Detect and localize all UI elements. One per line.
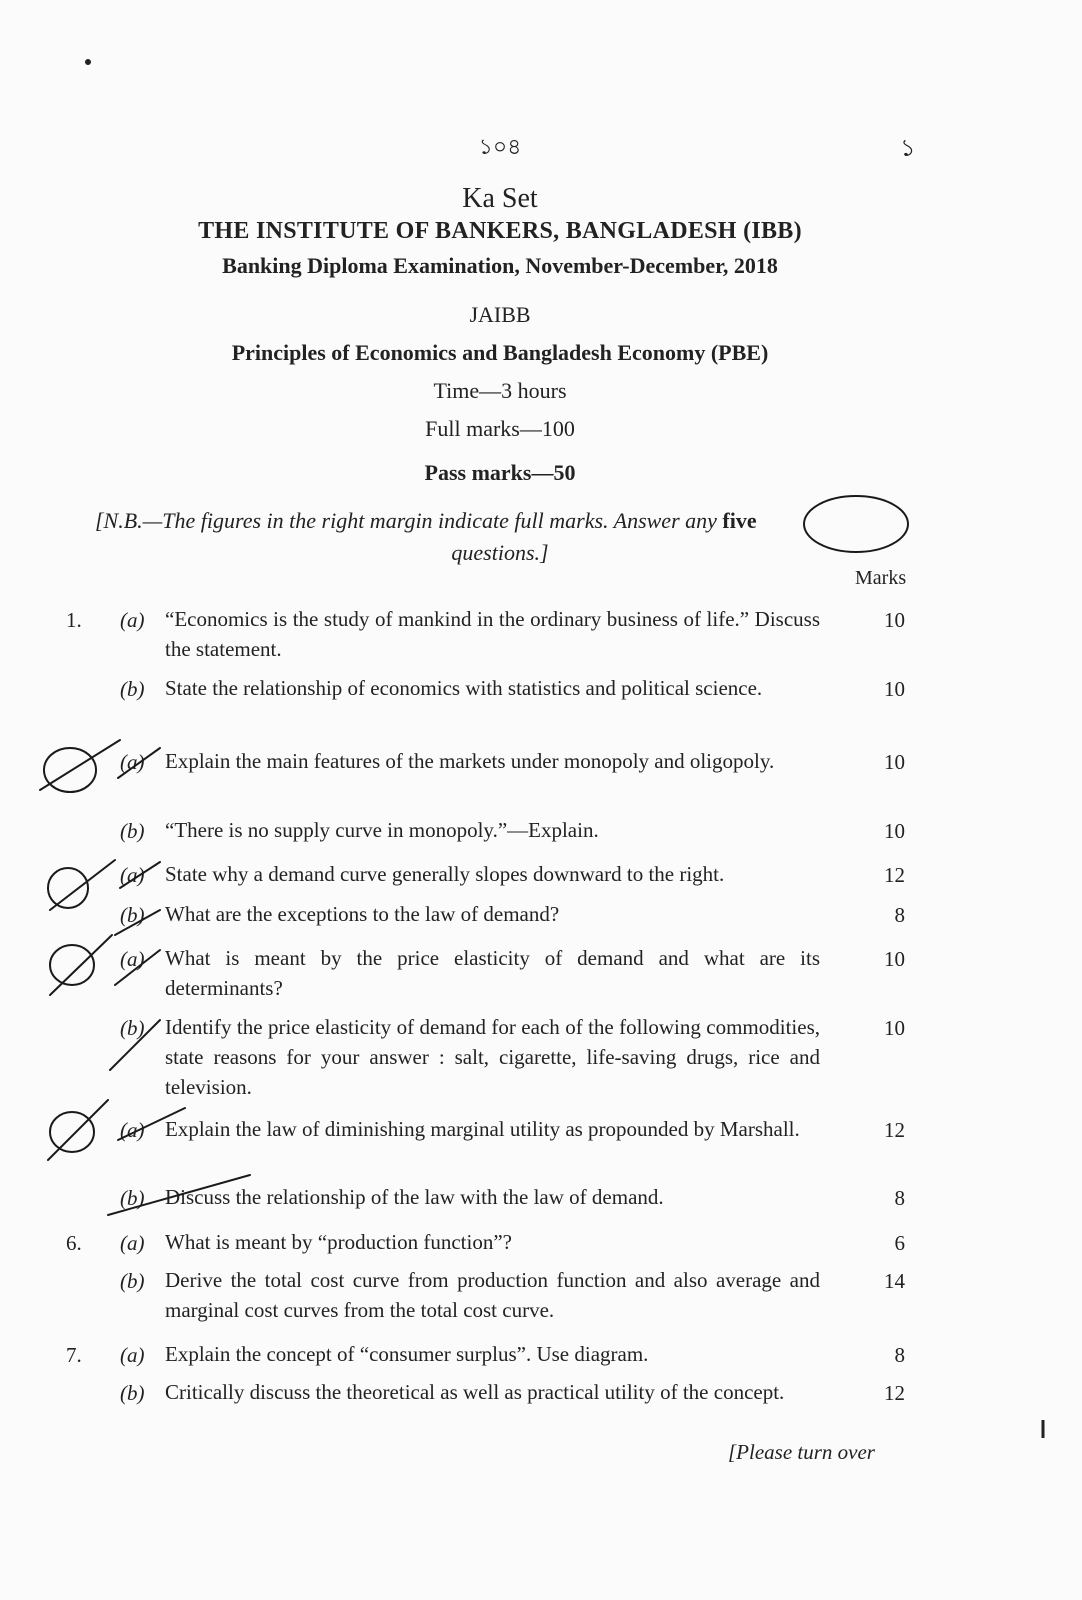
part-label: (b) (120, 1381, 145, 1405)
pass-marks: Pass marks—50 (424, 460, 576, 485)
q3a-tick-mark (120, 862, 160, 888)
q5b-tick-mark (108, 1175, 250, 1215)
q4-slash-mark (50, 935, 112, 995)
question-marks: 12 (884, 1381, 905, 1405)
turn-over-note: [Please turn over (728, 1440, 875, 1464)
question-marks: 12 (884, 1118, 905, 1142)
q4b-tick-mark (110, 1020, 160, 1070)
q4-circle-mark (50, 945, 94, 985)
question-marks: 12 (884, 863, 905, 887)
exam-level: JAIBB (469, 302, 531, 327)
q5a-tick-mark (118, 1108, 185, 1140)
question-text: What is meant by “production function”? (165, 1230, 512, 1254)
question-number: 1. (66, 608, 82, 632)
marks-column-header: Marks (855, 567, 907, 589)
part-label: (b) (120, 1269, 145, 1293)
question-text: Discuss the relationship of the law with the law of demand. (165, 1185, 664, 1209)
question-number: 6. (66, 1231, 82, 1255)
question-text: “There is no supply curve in monopoly.”—Explain. (165, 818, 599, 842)
subject-title: Principles of Economics and Bangladesh Economy (PBE) (231, 340, 769, 365)
q2a-tick-mark (118, 748, 160, 778)
question-text: State the relationship of economics with statistics and political science. (165, 676, 763, 700)
question-text: Critically discuss the theoretical as well as practical utility of the concept. (165, 1380, 785, 1404)
five-circle-mark (804, 496, 908, 552)
part-label: (b) (120, 903, 145, 927)
question-text: Explain the law of diminishing marginal utility as propounded by Marshall. (165, 1117, 800, 1141)
instructions-text: [N.B.—The figures in the right margin indicate full marks. Answer any (95, 508, 717, 533)
part-label: (b) (120, 819, 145, 843)
question-marks: 10 (884, 947, 905, 971)
q3b-tick-mark (115, 910, 160, 935)
stray-dot (85, 59, 91, 65)
part-label: (a) (120, 750, 145, 774)
question-marks: 14 (884, 1269, 905, 1293)
part-label: (a) (120, 863, 145, 887)
question-marks: 10 (884, 1016, 905, 1040)
part-label: (a) (120, 1343, 145, 1367)
part-label: (a) (120, 1231, 145, 1255)
part-label: (a) (120, 1118, 145, 1142)
exam-code: ১০৪ (478, 134, 522, 159)
question-marks: 10 (884, 750, 905, 774)
instructions-five: five (722, 508, 757, 533)
question-marks: 10 (884, 677, 905, 701)
instructions-line-2: questions.] (451, 540, 549, 565)
page-number: ১ (900, 136, 916, 162)
q3-circle-mark (48, 868, 88, 908)
q2-circle-mark (44, 748, 96, 792)
question-text: “Economics is the study of mankind in the ordinary business of life.” Discuss the statement. (165, 607, 820, 661)
question-text: Explain the concept of “consumer surplus”. Use diagram. (165, 1342, 649, 1366)
part-label: (b) (120, 1016, 145, 1040)
part-label: (a) (120, 608, 145, 632)
q4a-tick-mark (115, 950, 160, 985)
question-text: Explain the main features of the markets under monopoly and oligopoly. (165, 749, 775, 773)
question-text: Identify the price elasticity of demand for each of the following commodities, state reasons for your answer : salt, cigarette, life-saving drugs, rice and television. (165, 1015, 820, 1099)
question-marks: 6 (894, 1231, 905, 1255)
set-label: Ka Set (462, 183, 538, 214)
question-text: What is meant by the price elasticity of demand and what are its determinants? (165, 946, 820, 1000)
q2-slash-mark (40, 740, 120, 790)
question-text: Derive the total cost curve from production function and also average and marginal cost curves from the total cost curve. (165, 1268, 820, 1322)
exam-title: Banking Diploma Examination, November-December, 2018 (222, 253, 778, 278)
full-marks: Full marks—100 (425, 416, 575, 441)
part-label: (a) (120, 947, 145, 971)
question-marks: 8 (894, 903, 905, 927)
institute-name: THE INSTITUTE OF BANKERS, BANGLADESH (IBB) (198, 218, 802, 244)
question-number: 7. (66, 1343, 82, 1367)
question-text: State why a demand curve generally slopes downward to the right. (165, 862, 725, 886)
part-label: (b) (120, 677, 145, 701)
part-label: (b) (120, 1186, 145, 1210)
q5-circle-mark (50, 1112, 94, 1152)
question-marks: 10 (884, 608, 905, 632)
question-marks: 8 (894, 1343, 905, 1367)
question-marks: 8 (894, 1186, 905, 1210)
question-marks: 10 (884, 819, 905, 843)
question-text: What are the exceptions to the law of demand? (165, 902, 560, 926)
time-allowed: Time—3 hours (433, 378, 567, 403)
